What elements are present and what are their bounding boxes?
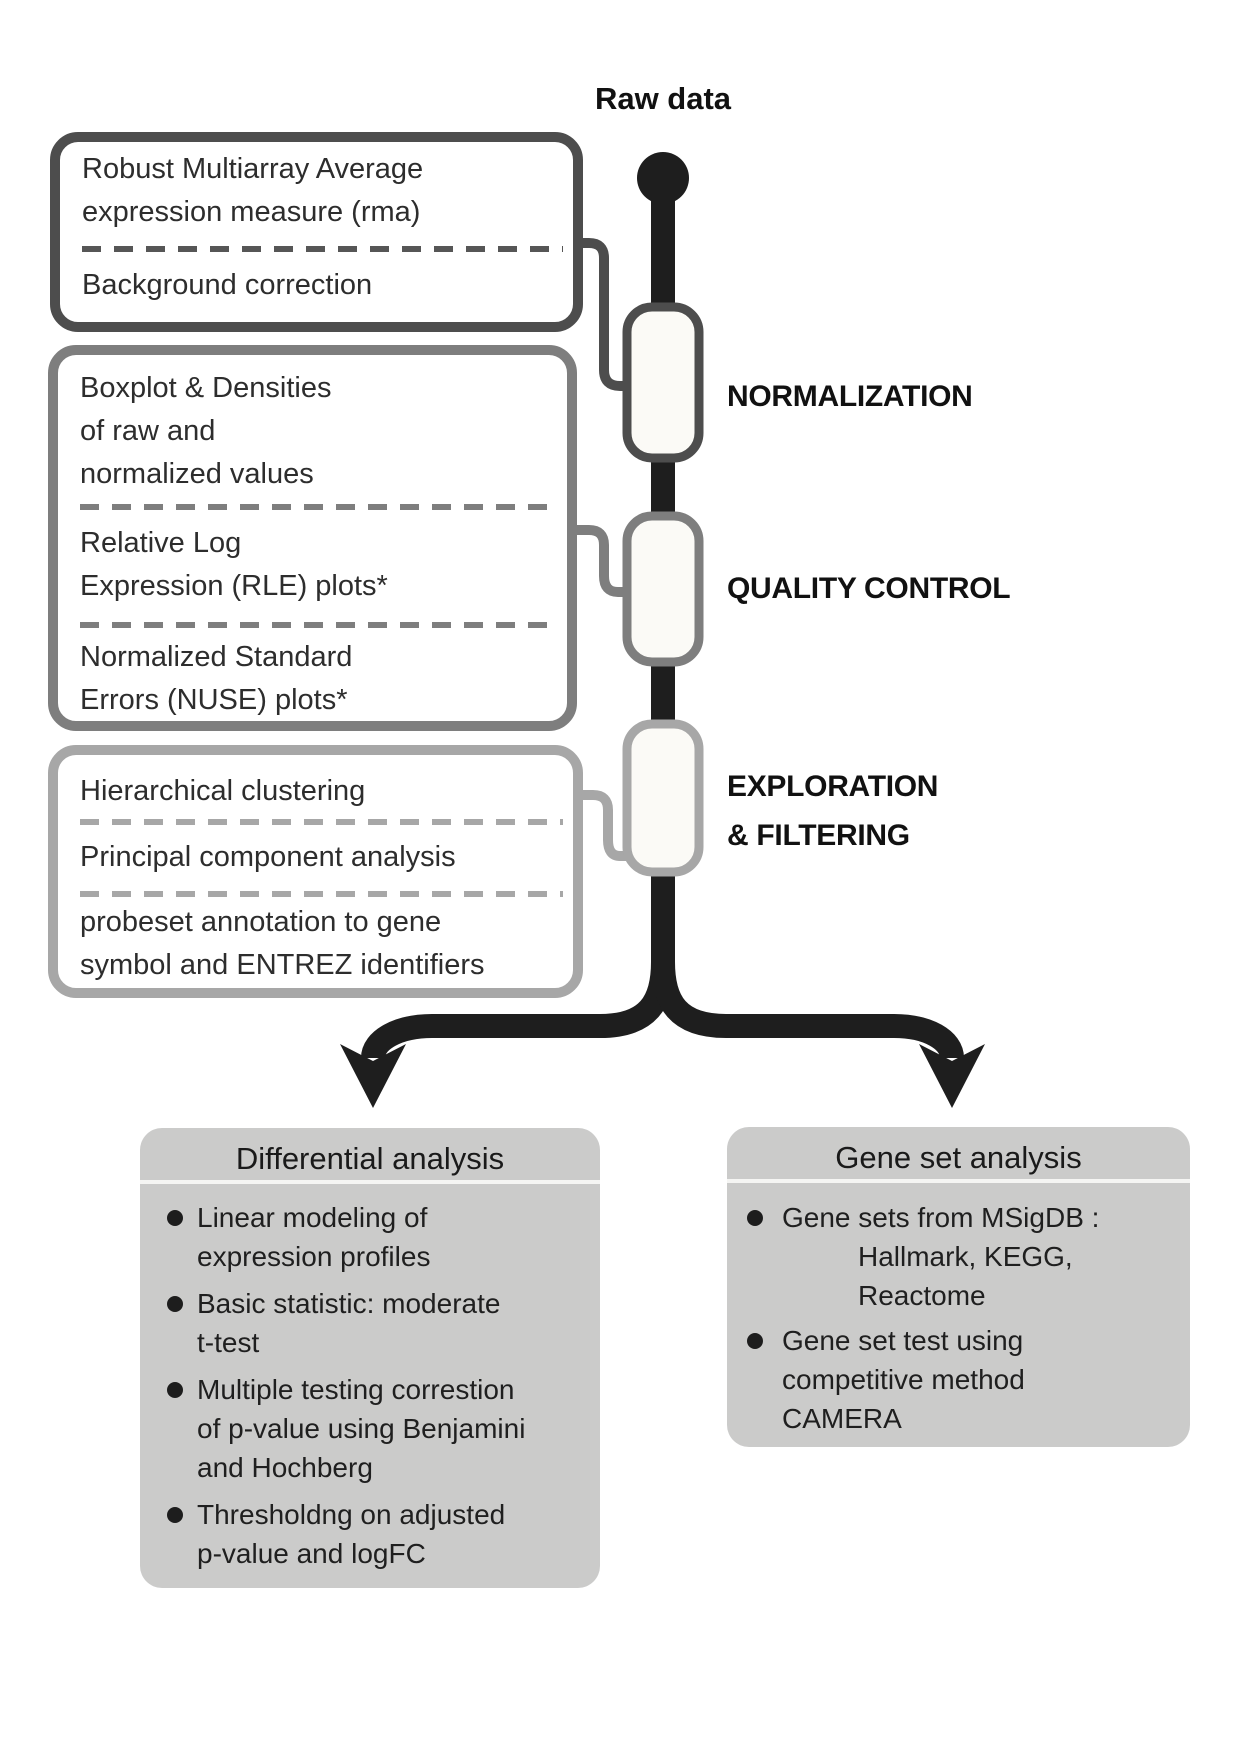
- box-text-line: Relative Log: [80, 527, 242, 559]
- box-text-line: Principal component analysis: [80, 841, 456, 873]
- bullet-line: competitive method: [782, 1364, 1025, 1395]
- connector-hook-exploration: [575, 795, 630, 856]
- box-text-line: probeset annotation to gene: [80, 906, 442, 938]
- list-item: [167, 1370, 592, 1487]
- bullet-icon: [167, 1210, 183, 1226]
- bullet-line: Multiple testing correstion: [197, 1374, 515, 1405]
- list-item: [167, 1495, 592, 1573]
- bullet-text: [782, 1321, 1025, 1438]
- bullet-line: Gene set test using: [782, 1325, 1024, 1356]
- quality-control-methods-box: [48, 345, 577, 731]
- bullet-icon: [747, 1210, 763, 1226]
- list-item: [167, 1284, 592, 1362]
- stage-label-line: EXPLORATION: [727, 770, 939, 803]
- bullet-line: expression profiles: [197, 1241, 431, 1272]
- list-item: [167, 1198, 592, 1276]
- box-text-line: Hierarchical clustering: [80, 775, 366, 807]
- stage-label-line: QUALITY CONTROL: [727, 572, 1011, 605]
- stage-label-normalization: [727, 380, 973, 414]
- box-text-line: Boxplot & Densities: [80, 372, 332, 404]
- box-text-line: of raw and: [80, 415, 216, 447]
- box-section: [80, 825, 573, 891]
- stage-label-line: & FILTERING: [727, 819, 910, 852]
- box-section: [80, 897, 573, 987]
- panel-title: Differential analysis: [140, 1128, 600, 1184]
- stage-node-quality-control: [627, 516, 699, 662]
- bullet-line: p-value and logFC: [197, 1538, 426, 1569]
- fork-right-arm: [663, 940, 952, 1058]
- bullet-line: Linear modeling of: [197, 1202, 428, 1233]
- connector-hook-normalization: [577, 243, 630, 386]
- stage-node-exploration: [627, 724, 699, 872]
- box-text-line: Background correction: [82, 269, 373, 301]
- bullet-text: [782, 1198, 1099, 1315]
- bullet-line: Basic statistic: moderate: [197, 1288, 501, 1319]
- box-section: [82, 142, 573, 246]
- box-section: [82, 252, 573, 307]
- raw-data-label: Raw data: [594, 81, 732, 116]
- bullet-icon: [167, 1296, 183, 1312]
- panel-differential-analysis: [140, 1128, 600, 1588]
- panel-title: Gene set analysis: [727, 1127, 1190, 1183]
- box-text-line: Normalized Standard: [80, 641, 353, 673]
- box-section: [80, 355, 567, 504]
- box-section: [80, 628, 567, 722]
- stage-label-exploration-filtering: [727, 762, 938, 860]
- box-text-line: Expression (RLE) plots*: [80, 570, 388, 602]
- box-section: [80, 755, 573, 819]
- box-text-line: Robust Multiarray Average: [82, 153, 424, 185]
- box-text-line: Errors (NUSE) plots*: [80, 684, 348, 716]
- bullet-text: [197, 1198, 430, 1276]
- panel-body: [727, 1183, 1190, 1438]
- bullet-line: t-test: [197, 1327, 260, 1358]
- bullet-text: [197, 1370, 525, 1487]
- bullet-icon: [747, 1333, 763, 1349]
- bullet-text: [197, 1284, 500, 1362]
- bullet-line: Gene sets from MSigDB :: [782, 1202, 1100, 1233]
- bullet-line: of p-value using Benjamini: [197, 1413, 526, 1444]
- raw-data-dot: [637, 152, 689, 204]
- list-item: [747, 1198, 1182, 1315]
- panel-body: [140, 1184, 600, 1573]
- box-text-line: expression measure (rma): [82, 196, 421, 228]
- stage-node-normalization: [627, 307, 699, 458]
- stage-label-line: NORMALIZATION: [727, 380, 973, 413]
- bullet-icon: [167, 1507, 183, 1523]
- bullet-line: Reactome: [858, 1280, 986, 1311]
- bullet-text: [197, 1495, 505, 1573]
- stage-label-quality-control: [727, 572, 1010, 606]
- bullet-line: and Hochberg: [197, 1452, 373, 1483]
- normalization-methods-box: [50, 132, 583, 332]
- list-item: [747, 1321, 1182, 1438]
- connector-hook-quality-control: [571, 530, 630, 592]
- bullet-line: Thresholdng on adjusted: [197, 1499, 506, 1530]
- panel-gene-set-analysis: [727, 1127, 1190, 1447]
- box-text-line: normalized values: [80, 458, 314, 490]
- bullet-line: CAMERA: [782, 1403, 902, 1434]
- bullet-icon: [167, 1382, 183, 1398]
- exploration-methods-box: [48, 745, 583, 998]
- box-text-line: symbol and ENTREZ identifiers: [80, 949, 485, 981]
- bullet-line: Hallmark, KEGG,: [858, 1241, 1073, 1272]
- box-section: [80, 510, 567, 622]
